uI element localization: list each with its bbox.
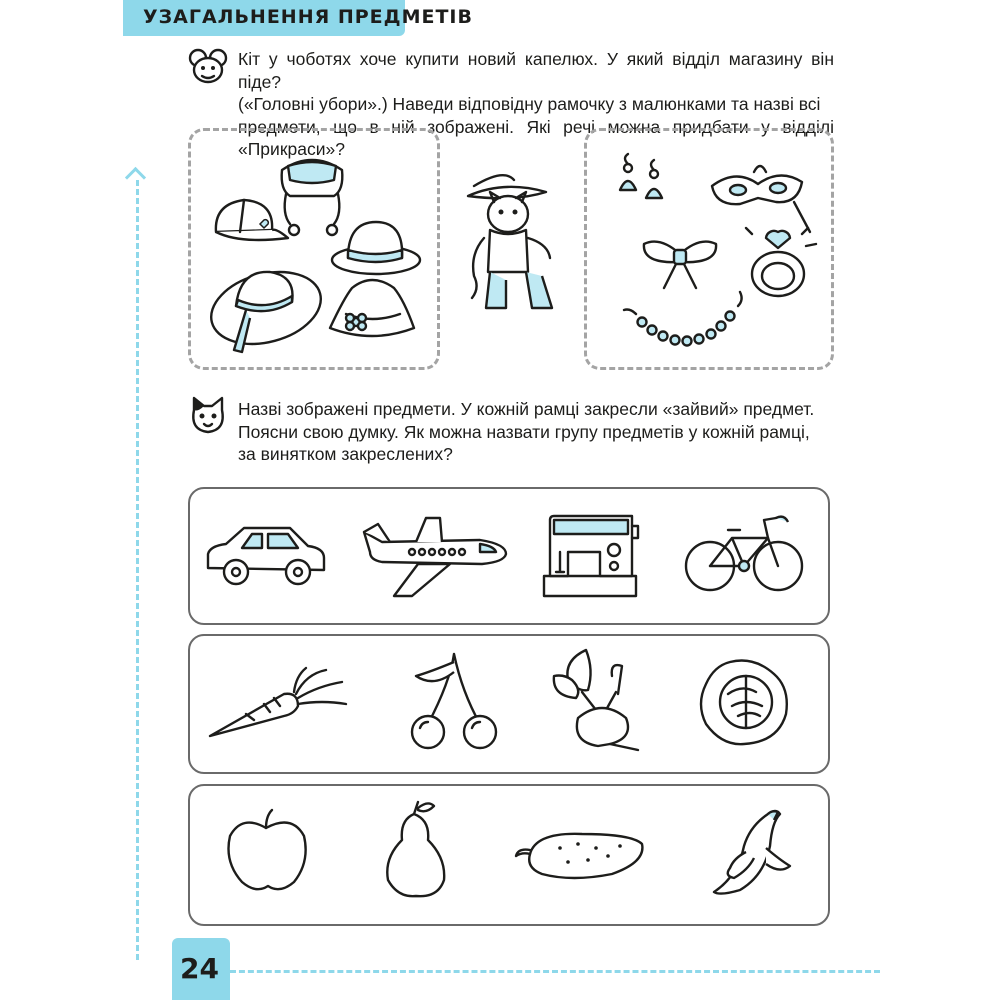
cat-face-icon	[188, 396, 228, 436]
beet-icon	[548, 646, 644, 752]
car-icon	[204, 524, 328, 588]
cucumber-icon	[512, 826, 648, 882]
task1-line-1: Кіт у чоботях хоче купити новий капелюх. У який відділ магазину він піде?	[238, 49, 834, 92]
pear-icon	[380, 800, 450, 900]
task2-instructions	[238, 398, 832, 466]
mouse-face-icon	[188, 46, 228, 86]
apple-icon	[222, 808, 312, 892]
bow-icon	[640, 234, 720, 290]
necklace-icon	[620, 288, 752, 352]
task2-line-2: Поясни свою думку. Як можна назвати групу предметів у кожній рамці,	[238, 421, 810, 442]
wide-brim-hat-icon	[206, 260, 326, 356]
dashed-guide-vertical	[136, 180, 139, 960]
carrot-icon	[206, 664, 350, 740]
cabbage-icon	[692, 654, 792, 748]
earrings-icon	[618, 152, 678, 208]
airplane-icon	[360, 514, 510, 598]
ring-icon	[744, 224, 824, 304]
task1-line-2: («Головні убори».) Наведи відповідну рамочку з малюнками та назві всі	[238, 94, 821, 114]
sewing-machine-icon	[540, 512, 640, 602]
task2-line-3: за винятком закреслених?	[238, 444, 453, 464]
cherry-icon	[410, 652, 500, 752]
page-title: УЗАГАЛЬНЕННЯ ПРЕДМЕТІВ	[143, 6, 473, 28]
bicycle-icon	[684, 508, 804, 594]
page-number: 24	[180, 952, 219, 985]
banana-icon	[710, 806, 794, 896]
task1-line-3: предмети, що в ній зображені. Які речі можна придбати у відділі «Прикраси»?	[238, 116, 834, 159]
bucket-hat-icon	[324, 268, 420, 348]
puss-in-boots-icon	[454, 168, 564, 318]
task2-line-1: Назві зображені предмети. У кожній рамці закресли «зайвий» предмет.	[238, 399, 815, 419]
arrow-up-icon	[125, 167, 146, 188]
dashed-guide-horizontal	[230, 970, 880, 973]
